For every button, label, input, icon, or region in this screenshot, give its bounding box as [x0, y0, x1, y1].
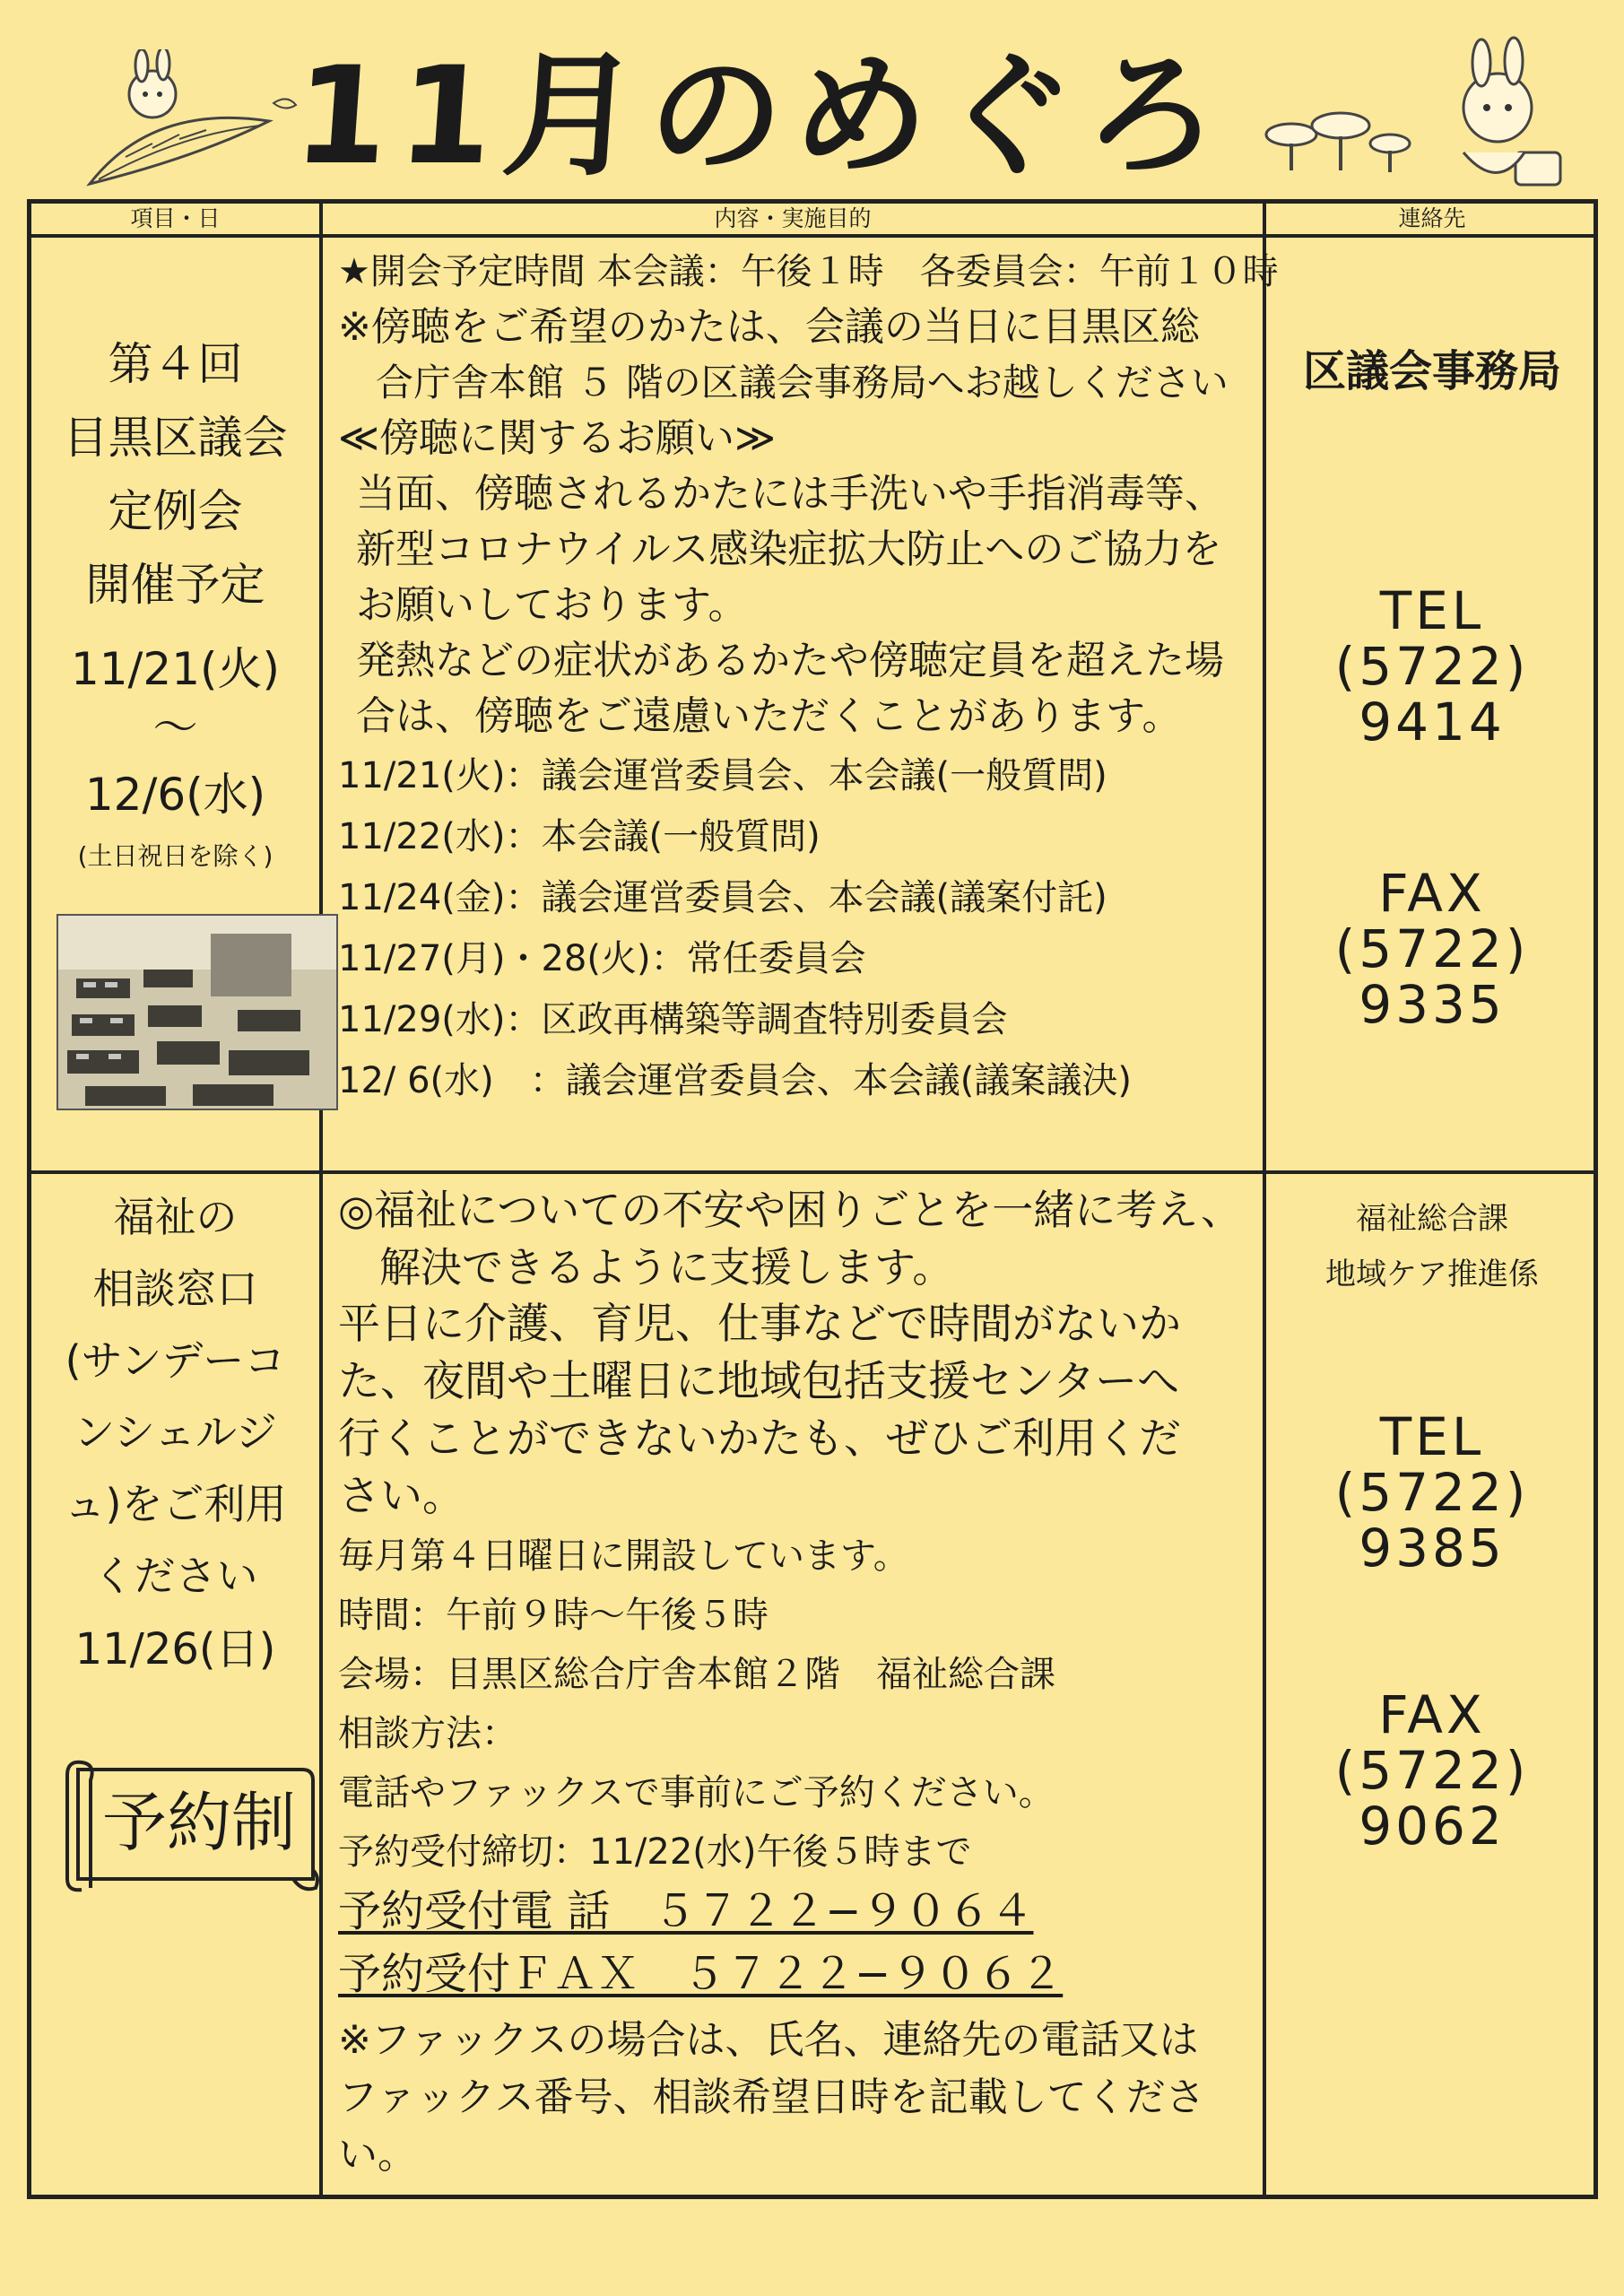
- council-content-line: 合庁舎本館 ５ 階の区議会事務局へお越しください: [338, 361, 1229, 404]
- welfare-content-line: 電話やファックスで事前にご予約ください。: [338, 1772, 1055, 1813]
- welfare-content-line: さい。: [338, 1472, 465, 1521]
- council-item-line: 目黒区議会: [63, 412, 288, 464]
- welfare-content-line: 毎月第４日曜日に開設しています。: [338, 1535, 909, 1577]
- welfare-tel-area: (5722): [1334, 1462, 1530, 1523]
- welfare-content-line: 予約受付締切：11/22(水)午後５時まで: [338, 1831, 972, 1873]
- council-office-name: 区議会事務局: [1302, 346, 1561, 396]
- council-content-line: ★開会予定時間 本会議：午後１時 各委員会：午前１０時: [338, 251, 1279, 292]
- council-tel-number: 9414: [1359, 691, 1506, 752]
- welfare-item-line: ュ)をご利用: [64, 1480, 287, 1528]
- welfare-section: 地域ケア推進係: [1325, 1257, 1539, 1292]
- welfare-fax-number: 9062: [1359, 1796, 1506, 1857]
- council-content-line: 新型コロナウイルス感染症拡大防止へのご協力を: [356, 526, 1222, 572]
- welfare-item-line: ンシェルジ: [74, 1408, 277, 1457]
- rabbit-leaf-illustration: [72, 49, 305, 193]
- welfare-item-line: (サンデーコ: [65, 1336, 286, 1385]
- council-tel-area: (5722): [1334, 636, 1530, 697]
- header-contact: 連絡先: [1398, 205, 1466, 231]
- council-content-line: お願いしております。: [356, 582, 748, 628]
- welfare-dept: 福祉総合課: [1356, 1201, 1508, 1237]
- welfare-content-line: た、夜間や土曜日に地域包括支援センターへ: [338, 1357, 1180, 1406]
- council-content-line: ≪傍聴に関するお願い≫: [338, 415, 777, 461]
- welfare-content-line: ◎福祉についての不安や困りごとを一緒に考え、: [338, 1186, 1242, 1234]
- council-fax-area: (5722): [1334, 918, 1530, 979]
- schedule-item: 11/24(金)：議会運営委員会、本会議(議案付託): [338, 877, 1107, 918]
- schedule-item: 11/29(水)：区政再構築等調査特別委員会: [338, 999, 1008, 1040]
- council-content-cell: [327, 238, 1279, 1170]
- council-date-start: 11/21(火): [70, 643, 281, 695]
- council-date-tilde: ～: [152, 701, 198, 753]
- welfare-item-line: 相談窓口: [92, 1265, 258, 1313]
- header-content: 内容・実施目的: [714, 205, 872, 231]
- schedule-item: 11/27(月)・28(火)：常任委員会: [338, 938, 866, 979]
- schedule-item: 12/ 6(水) ：議会運営委員会、本会議(議案議決): [338, 1060, 1132, 1101]
- welfare-note-line: ※ファックスの場合は、氏名、連絡先の電話又は: [338, 2017, 1199, 2063]
- council-fax-number: 9335: [1359, 974, 1506, 1035]
- welfare-contact-cell: [1266, 1174, 1598, 2196]
- reserve-fax: 予約受付ＦＡＸ ５７２２−９０６２: [338, 1949, 1064, 1999]
- reserve-tel: 予約受付電 話 ５７２２−９０６４: [338, 1886, 1034, 1936]
- welfare-content-line: 行くことができないかたも、ぜひご利用くだ: [338, 1414, 1181, 1464]
- welfare-item-line: 福祉の: [113, 1193, 238, 1241]
- rabbit-mushroom-illustration: [1255, 36, 1578, 197]
- welfare-tel-label: TEL: [1379, 1406, 1485, 1467]
- schedule-item: 11/21(火)：議会運営委員会、本会議(一般質問): [338, 755, 1107, 796]
- welfare-date: 11/26(日): [74, 1624, 276, 1674]
- welfare-item-line: ください: [92, 1552, 258, 1600]
- header-item: 項目・日: [130, 205, 221, 231]
- welfare-content-cell: [327, 1174, 1260, 2196]
- welfare-note-line: い。: [338, 2132, 417, 2178]
- welfare-fax-label: FAX: [1378, 1684, 1486, 1745]
- council-content-line: 合は、傍聴をご遠慮いただくことがあります。: [356, 693, 1182, 739]
- welfare-item-cell: [31, 1174, 319, 2196]
- info-table: [27, 199, 1598, 2199]
- council-item-line: 定例会: [108, 485, 243, 537]
- council-fax-label: FAX: [1378, 863, 1486, 924]
- council-date-note: (土日祝日を除く): [77, 841, 274, 871]
- reservation-badge: [60, 1753, 320, 1897]
- council-item-line: 第４回: [108, 338, 243, 390]
- welfare-fax-area: (5722): [1334, 1740, 1530, 1801]
- council-content-line: 当面、傍聴されるかたには手洗いや手指消毒等、: [356, 471, 1224, 517]
- welfare-content-line: 平日に介護、育児、仕事などで時間がないか: [338, 1300, 1181, 1349]
- page-title: 11月のめぐろ: [289, 39, 1236, 195]
- council-content-line: 発熱などの症状があるかたや傍聴定員を超えた場: [356, 638, 1224, 683]
- schedule-item: 11/22(水)：本会議(一般質問): [338, 816, 821, 857]
- council-contact-cell: [1266, 238, 1598, 1170]
- council-tel-label: TEL: [1379, 580, 1485, 641]
- welfare-content-line: 相談方法：: [338, 1713, 517, 1754]
- welfare-note-line: ファックス番号、相談希望日時を記載してくださ: [338, 2074, 1205, 2120]
- welfare-tel-number: 9385: [1359, 1518, 1506, 1578]
- council-content-line: ※傍聴をご希望のかたは、会議の当日に目黒区総: [338, 304, 1200, 350]
- welfare-content-line: 会場：目黒区総合庁舎本館２階 福祉総合課: [338, 1654, 1055, 1695]
- council-chamber-photo: [56, 914, 338, 1110]
- welfare-content-line: 時間：午前９時～午後５時: [338, 1595, 769, 1636]
- reservation-badge-label: 予約制: [101, 1785, 296, 1860]
- council-item-line: 開催予定: [85, 559, 265, 611]
- welfare-content-line: 解決できるように支援します。: [338, 1243, 954, 1292]
- council-date-end: 12/6(水): [84, 769, 266, 821]
